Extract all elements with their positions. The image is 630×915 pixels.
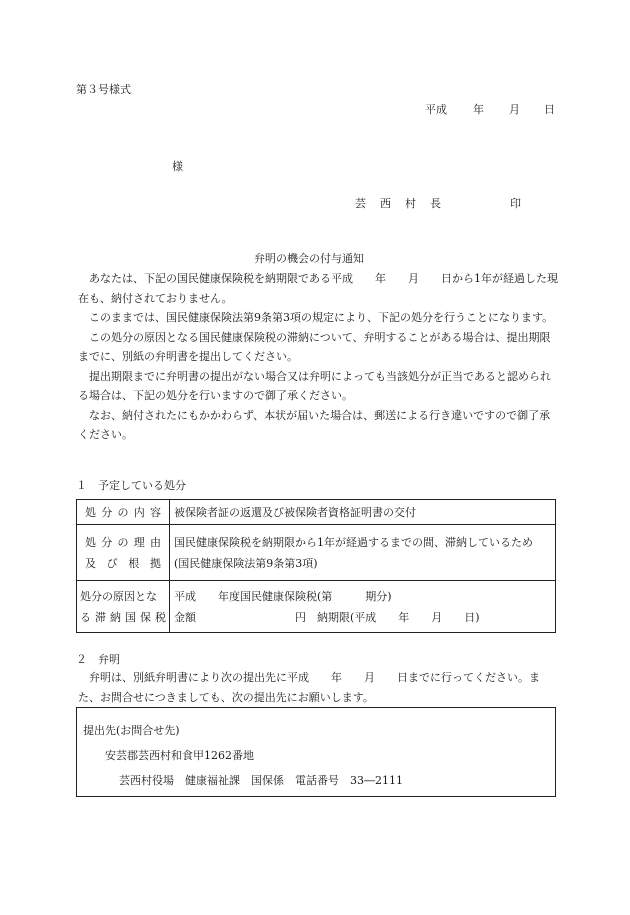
body-paragraph: この処分の原因となる国民健康保険税の滞納について、弁明することがある場合は、提出期限までに、別紙の弁明書を提出してください。 [78,330,551,363]
sender-char: 村 [405,197,416,210]
date-era: 平成 [425,103,447,116]
label-line: 及 び 根 拠 [85,556,161,570]
date-day: 日 [544,103,555,116]
section1-heading: １ 予定している処分 [76,479,186,492]
table-row [77,581,556,633]
row-label [77,500,170,525]
seal-mark: 印 [510,197,521,210]
label-line: 処 分 の 理 由 [85,535,161,549]
table-row [77,525,556,581]
section2-text [78,668,560,707]
body-paragraph: このままでは、国民健康保険法第9条第3項の規定により、下記の処分を行うことになります。 [78,311,554,324]
submission-title: 提出先(お問合せ先) [83,724,180,737]
submission-office: 芸西村役場 健康福祉課 国保係 電話番号 33―2111 [119,774,403,787]
body-paragraph: あなたは、下記の国民健康保険税を納期限である平成 年 月 日から1年が経過した現在も、納付されておりません。 [78,272,558,305]
body-paragraph: なお、納付されたにもかかわらず、本状が届いた場合は、郵送による行き違いですので御了承ください。 [78,408,551,441]
body-text [78,269,560,445]
submission-address: 安芸郡芸西村和食甲1262番地 [105,749,254,762]
sender-char: 芸 [355,197,366,210]
recipient-suffix: 様 [172,160,183,173]
section2-paragraph: 弁明は、別紙弁明書により次の提出先に平成 年 月 日までに行ってください。また、お問合せにつきましても、次の提出先にお願いします。 [78,671,540,704]
label-line: 処分の原因とな [80,589,157,603]
value-line: 平成 年度国民健康保険税(第 期分) [174,589,392,603]
row-label [77,581,170,633]
label-line: 処 分 の 内 容 [85,505,161,519]
table-row [77,500,556,525]
label-line: る 滞 納 国 保 税 [80,610,166,624]
row-label [77,525,170,581]
submission-box [76,707,556,797]
body-paragraph: 提出期限までに弁明書の提出がない場合又は弁明によっても当該処分が正当であると認められる場合は、下記の処分を行いますので御了承ください。 [78,369,551,402]
date-year: 年 [473,103,484,116]
sender-char: 長 [430,197,441,210]
sender-char: 西 [380,197,391,210]
row-value [170,581,556,633]
value-line: 金額 円 納期限(平成 年 月 日) [174,610,480,624]
section2-heading: ２ 弁明 [76,653,120,666]
document-title: 弁明の機会の付与通知 [254,252,364,265]
date-month: 月 [509,103,520,116]
form-number: 第３号様式 [76,83,131,96]
row-value: 国民健康保険税を納期限から1年が経過するまでの間、滞納しているため (国民健康保険法第9条第3項) [170,525,556,581]
row-value: 被保険者証の返還及び被保険者資格証明書の交付 [170,500,556,525]
disposition-table [76,499,556,633]
